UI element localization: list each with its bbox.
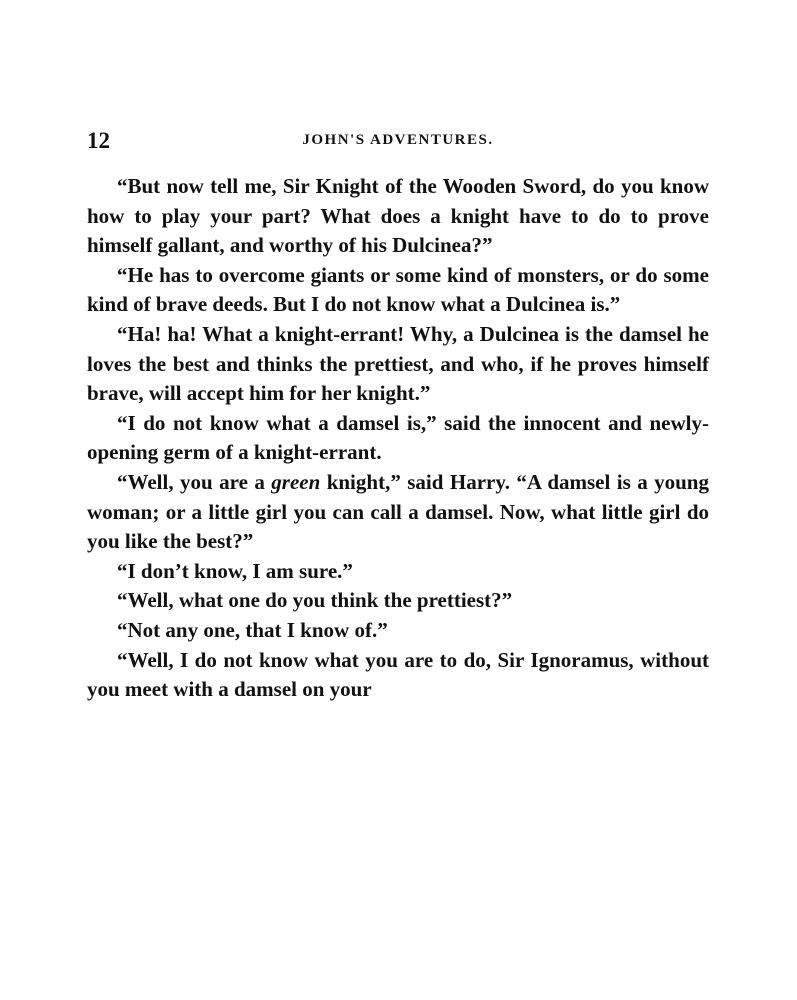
- paragraph: “I don’t know, I am sure.”: [117, 558, 353, 583]
- emphasized-word: green: [271, 469, 321, 494]
- paragraph: “Not any one, that I know of.”: [117, 617, 388, 642]
- paragraph-text: “Well, you are a: [117, 469, 272, 494]
- paragraph: “He has to overcome giants or some kind of monsters, or do some kind of brave deeds. But I do not know what a Dulcinea is.”: [87, 262, 709, 317]
- running-title: JOHN'S ADVENTURES.: [302, 132, 494, 148]
- page-number: 12: [87, 128, 110, 153]
- paragraph: “Well, I do not know what you are to do, Sir Ignoramus, without you meet with a damsel on your: [87, 647, 709, 702]
- paragraph: “Ha! ha! What a knight-errant! Why, a Dulcinea is the damsel he loves the best and thinks the prettiest, and who, if he proves himself brave, will accept him for her knight.”: [87, 321, 709, 406]
- page-header: [87, 128, 709, 158]
- paragraph: “But now tell me, Sir Knight of the Wooden Sword, do you know how to play your part? What does a knight have to do to prove himself gallant, and worthy of his Dulcinea?”: [87, 174, 709, 258]
- paragraph: “I do not know what a damsel is,” said the innocent and newly-opening germ of a knight-errant.: [87, 410, 709, 465]
- paragraph-text: knight,” said Harry. “A damsel is a young woman; or a little girl you can call a damsel. Now, what little girl do you like the best?”: [87, 469, 709, 554]
- book-page: [87, 128, 709, 705]
- page-body: [87, 172, 709, 705]
- paragraph: [87, 468, 709, 557]
- paragraph: “Well, what one do you think the prettiest?”: [117, 588, 513, 613]
